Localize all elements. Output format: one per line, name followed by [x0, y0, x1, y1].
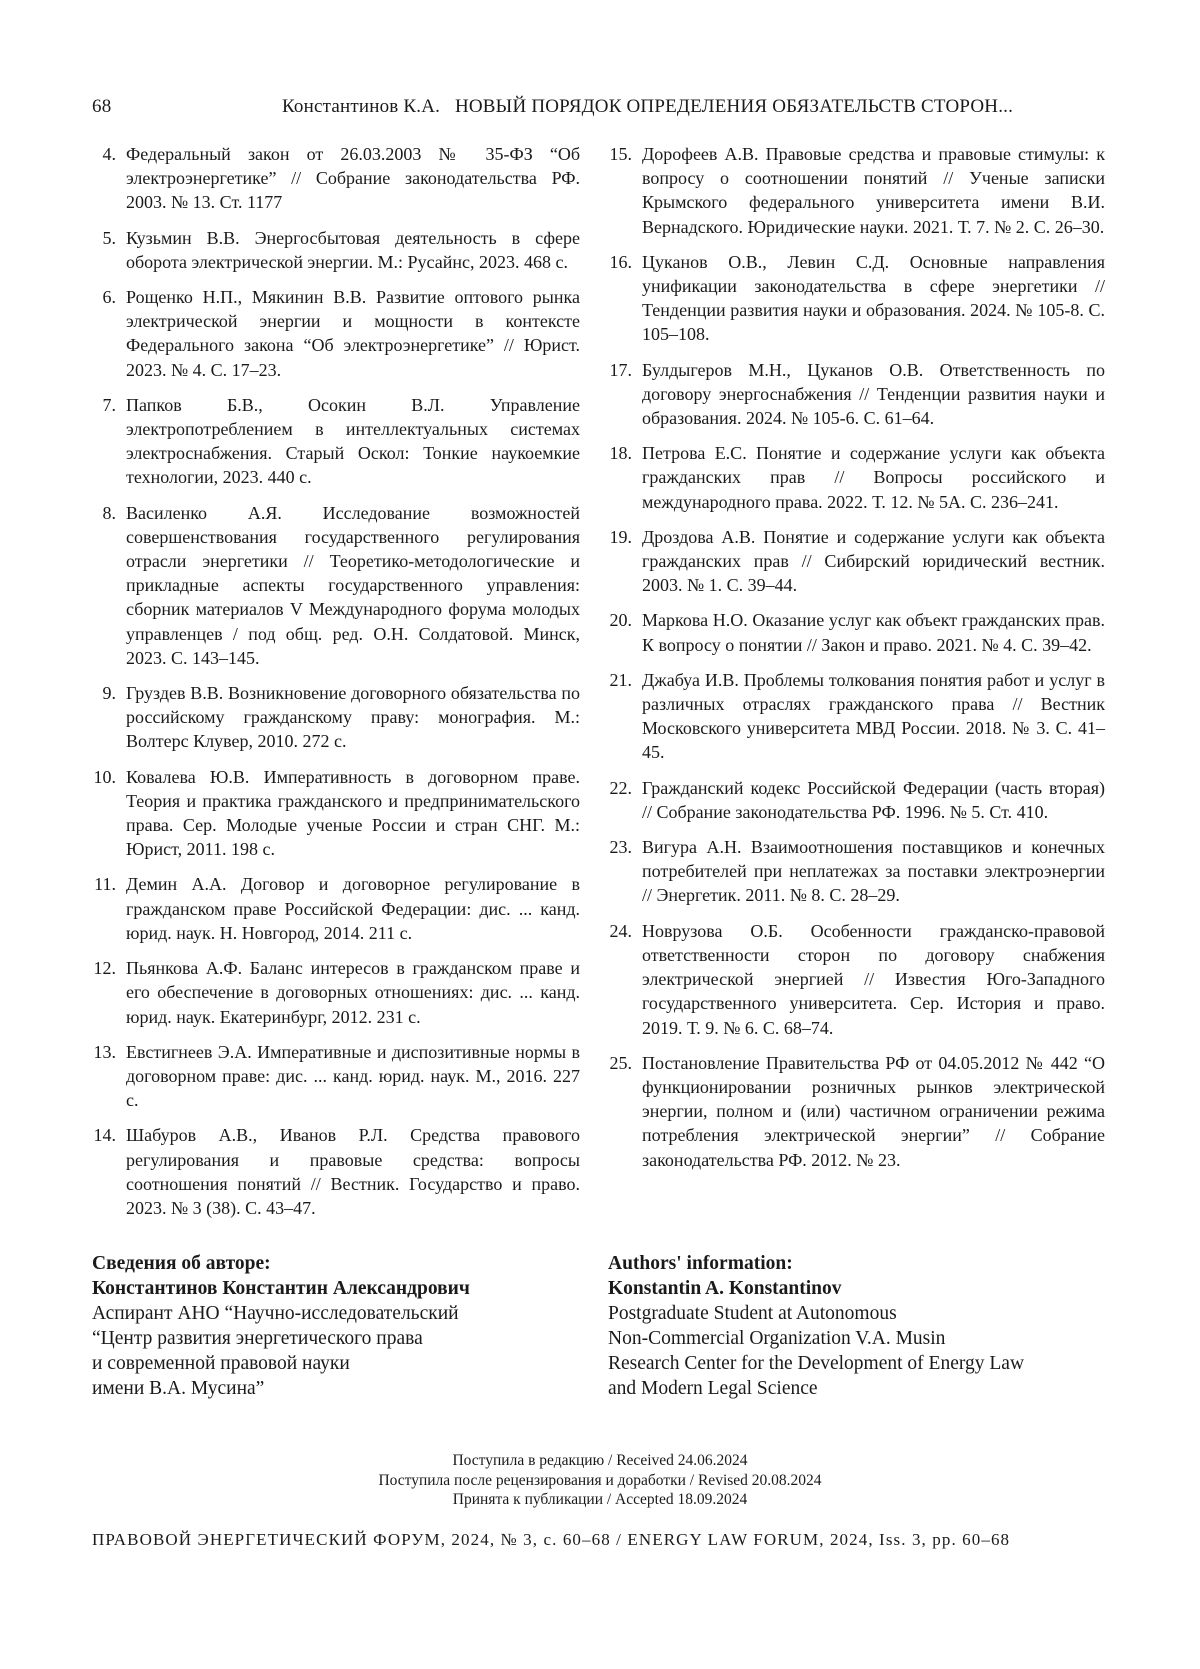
reference-number: 9. [92, 681, 116, 705]
author-info-en [608, 1251, 1108, 1401]
reference-item [608, 776, 1105, 824]
reference-item [92, 681, 580, 754]
reference-number: 19. [599, 525, 632, 549]
received-date: Поступила в редакцию / Received 24.06.2024 [0, 1451, 1200, 1471]
affiliation-line: and Modern Legal Science [608, 1376, 1108, 1401]
reference-text: Вигура А.Н. Взаимоотношения поставщиков и конечных потребителей при неплатежах за поставки электроэнергии // Энергетик. 2011. № 8. С. 28–29. [642, 837, 1105, 905]
reference-text: Петрова Е.С. Понятие и содержание услуги как объекта гражданских прав // Вопросы российского и международного права. 2022. Т. 12. № 5А. С. 236–241. [642, 443, 1105, 511]
reference-number: 12. [83, 956, 116, 980]
reference-item [92, 285, 580, 382]
reference-item [608, 835, 1105, 908]
reference-item [608, 441, 1105, 514]
reference-item [92, 872, 580, 945]
reference-text: Дроздова А.В. Понятие и содержание услуги как объекта гражданских прав // Сибирский юридический вестник. 2003. № 1. С. 39–44. [642, 527, 1105, 595]
reference-item [608, 668, 1105, 765]
reference-item [608, 1051, 1105, 1172]
reference-number: 11. [83, 872, 116, 896]
reference-item [608, 608, 1105, 656]
reference-number: 22. [599, 776, 632, 800]
affiliation-line: и современной правовой науки [92, 1351, 572, 1376]
affiliation-line: Аспирант АНО “Научно-исследовательский [92, 1301, 572, 1326]
reference-number: 21. [599, 668, 632, 692]
reference-item [92, 1040, 580, 1113]
reference-item [92, 1123, 580, 1220]
reference-text: Ковалева Ю.В. Императивность в договорном праве. Теория и практика гражданского и предпринимательского права. Сер. Молодые ученые России и стран СНГ. М.: Юрист, 2011. 198 с. [126, 767, 580, 860]
affiliation-line: Research Center for the Development of Energy Law [608, 1351, 1108, 1376]
reference-number: 8. [92, 501, 116, 525]
page-header [92, 96, 1104, 126]
reference-number: 16. [599, 250, 632, 274]
author-heading-en: Authors' information: [608, 1251, 1108, 1276]
reference-text: Булдыгеров М.Н., Цуканов О.В. Ответственность по договору энергоснабжения // Тенденции развития науки и образования. 2024. № 105-6. С. 61–64. [642, 360, 1105, 428]
reference-text: Пьянкова А.Ф. Баланс интересов в гражданском праве и его обеспечение в договорных отношениях: дис. ... канд. юрид. наук. Екатеринбург, 2012. 231 с. [126, 958, 580, 1026]
reference-item [608, 358, 1105, 431]
reference-number: 10. [83, 765, 116, 789]
reference-text: Василенко А.Я. Исследование возможностей совершенствования государственного регулирования отрасли энергетики // Теоретико-методологические и прикладные аспекты государственного управления: сборник материалов V Международного форума молодых управленцев / под общ. ред. О.Н. Солдатовой. Минск, 2023. С. 143–145. [126, 503, 580, 668]
reference-number: 17. [599, 358, 632, 382]
reference-number: 24. [599, 919, 632, 943]
reference-text: Маркова Н.О. Оказание услуг как объект гражданских прав. К вопросу о понятии // Закон и право. 2021. № 4. С. 39–42. [642, 610, 1105, 654]
reference-number: 15. [599, 142, 632, 166]
reference-text: Новрузова О.Б. Особенности гражданско-правовой ответственности сторон по договору снабжения электрической энергией // Известия Юго-Западного государственного университета. Сер. История и право. 2019. Т. 9. № 6. С. 68–74. [642, 921, 1105, 1038]
reference-text: Дорофеев А.В. Правовые средства и правовые стимулы: к вопросу о соотношении понятий // Ученые записки Крымского федерального университета имени В.И. Вернадского. Юридические науки. 2021. Т. 7. № 2. С. 26–30. [642, 144, 1105, 237]
reference-number: 20. [599, 608, 632, 632]
references-right-column [608, 142, 1105, 1183]
author-name-ru: Константинов Константин Александрович [92, 1276, 572, 1301]
reference-text: Евстигнеев Э.А. Императивные и диспозитивные нормы в договорном праве: дис. ... канд. юрид. наук. М., 2016. 227 с. [126, 1042, 580, 1110]
reference-text: Груздев В.В. Возникновение договорного обязательства по российскому гражданскому праву: монография. М.: Волтерс Клувер, 2010. 272 с. [126, 683, 580, 751]
page-number: 68 [92, 96, 111, 118]
journal-footer: ПРАВОВОЙ ЭНЕРГЕТИЧЕСКИЙ ФОРУМ, 2024, № 3, с. 60–68 / ENERGY LAW FORUM, 2024, Iss. 3, pp. 60–68 [92, 1530, 1104, 1550]
reference-item [92, 765, 580, 862]
reference-number: 6. [92, 285, 116, 309]
reference-text: Федеральный закон от 26.03.2003 № 35-ФЗ “Об электроэнергетике” // Собрание законодательства РФ. 2003. № 13. Ст. 1177 [126, 144, 580, 212]
reference-number: 5. [92, 226, 116, 250]
reference-number: 18. [599, 441, 632, 465]
reference-item [92, 956, 580, 1029]
reference-text: Цуканов О.В., Левин С.Д. Основные направления унификации законодательства в сфере энергетики // Тенденции развития науки и образования. 2024. № 105-8. С. 105–108. [642, 252, 1105, 345]
reference-item [92, 226, 580, 274]
reference-text: Шабуров А.В., Иванов Р.Л. Средства правового регулирования и правовые средства: вопросы соотношения понятий // Вестник. Государство и право. 2023. № 3 (38). С. 43–47. [126, 1125, 580, 1218]
reference-text: Кузьмин В.В. Энергосбытовая деятельность в сфере оборота электрической энергии. М.: Русайнс, 2023. 468 с. [126, 228, 580, 272]
accepted-date: Принята к публикации / Accepted 18.09.2024 [0, 1490, 1200, 1510]
reference-number: 7. [92, 393, 116, 417]
running-title: Константинов К.А. НОВЫЙ ПОРЯДОК ОПРЕДЕЛЕНИЯ ОБЯЗАТЕЛЬСТВ СТОРОН... [282, 96, 1013, 118]
reference-item [92, 142, 580, 215]
affiliation-line: “Центр развития энергетического права [92, 1326, 572, 1351]
reference-text: Джабуа И.В. Проблемы толкования понятия работ и услуг в различных отраслях гражданского права // Вестник Московского университета МВД России. 2018. № 3. С. 41–45. [642, 670, 1105, 763]
reference-number: 4. [92, 142, 116, 166]
author-heading-ru: Сведения об авторе: [92, 1251, 572, 1276]
author-name-en: Konstantin A. Konstantinov [608, 1276, 1108, 1301]
affiliation-line: Non-Commercial Organization V.A. Musin [608, 1326, 1108, 1351]
reference-item [92, 393, 580, 490]
reference-number: 23. [599, 835, 632, 859]
reference-text: Гражданский кодекс Российской Федерации (часть вторая) // Собрание законодательства РФ. 1996. № 5. Ст. 410. [642, 778, 1105, 822]
affiliation-line: Postgraduate Student at Autonomous [608, 1301, 1108, 1326]
reference-number: 25. [599, 1051, 632, 1075]
revised-date: Поступила после рецензирования и доработки / Revised 20.08.2024 [0, 1471, 1200, 1491]
references-left-column [92, 142, 580, 1231]
reference-item [608, 525, 1105, 598]
author-info-ru [92, 1251, 572, 1401]
reference-item [608, 250, 1105, 347]
reference-item [608, 919, 1105, 1040]
reference-item [92, 501, 580, 670]
reference-text: Постановление Правительства РФ от 04.05.2012 № 442 “О функционировании розничных рынков электрической энергии, полном и (или) частичном ограничении режима потребления электрической энергии” // Собрание законодательства РФ. 2012. № 23. [642, 1053, 1105, 1170]
reference-number: 14. [83, 1123, 116, 1147]
publication-dates [0, 1451, 1200, 1510]
reference-text: Папков Б.В., Осокин В.Л. Управление электропотреблением в интеллектуальных системах электроснабжения. Старый Оскол: Тонкие наукоемкие технологии, 2023. 440 с. [126, 395, 580, 488]
affiliation-line: имени В.А. Мусина” [92, 1376, 572, 1401]
reference-text: Демин А.А. Договор и договорное регулирование в гражданском праве Российской Федерации: дис. ... канд. юрид. наук. Н. Новгород, 2014. 211 с. [126, 874, 580, 942]
reference-item [608, 142, 1105, 239]
reference-number: 13. [83, 1040, 116, 1064]
reference-text: Рощенко Н.П., Мякинин В.В. Развитие оптового рынка электрической энергии и мощности в контексте Федерального закона “Об электроэнергетике” // Юрист. 2023. № 4. С. 17–23. [126, 287, 580, 380]
